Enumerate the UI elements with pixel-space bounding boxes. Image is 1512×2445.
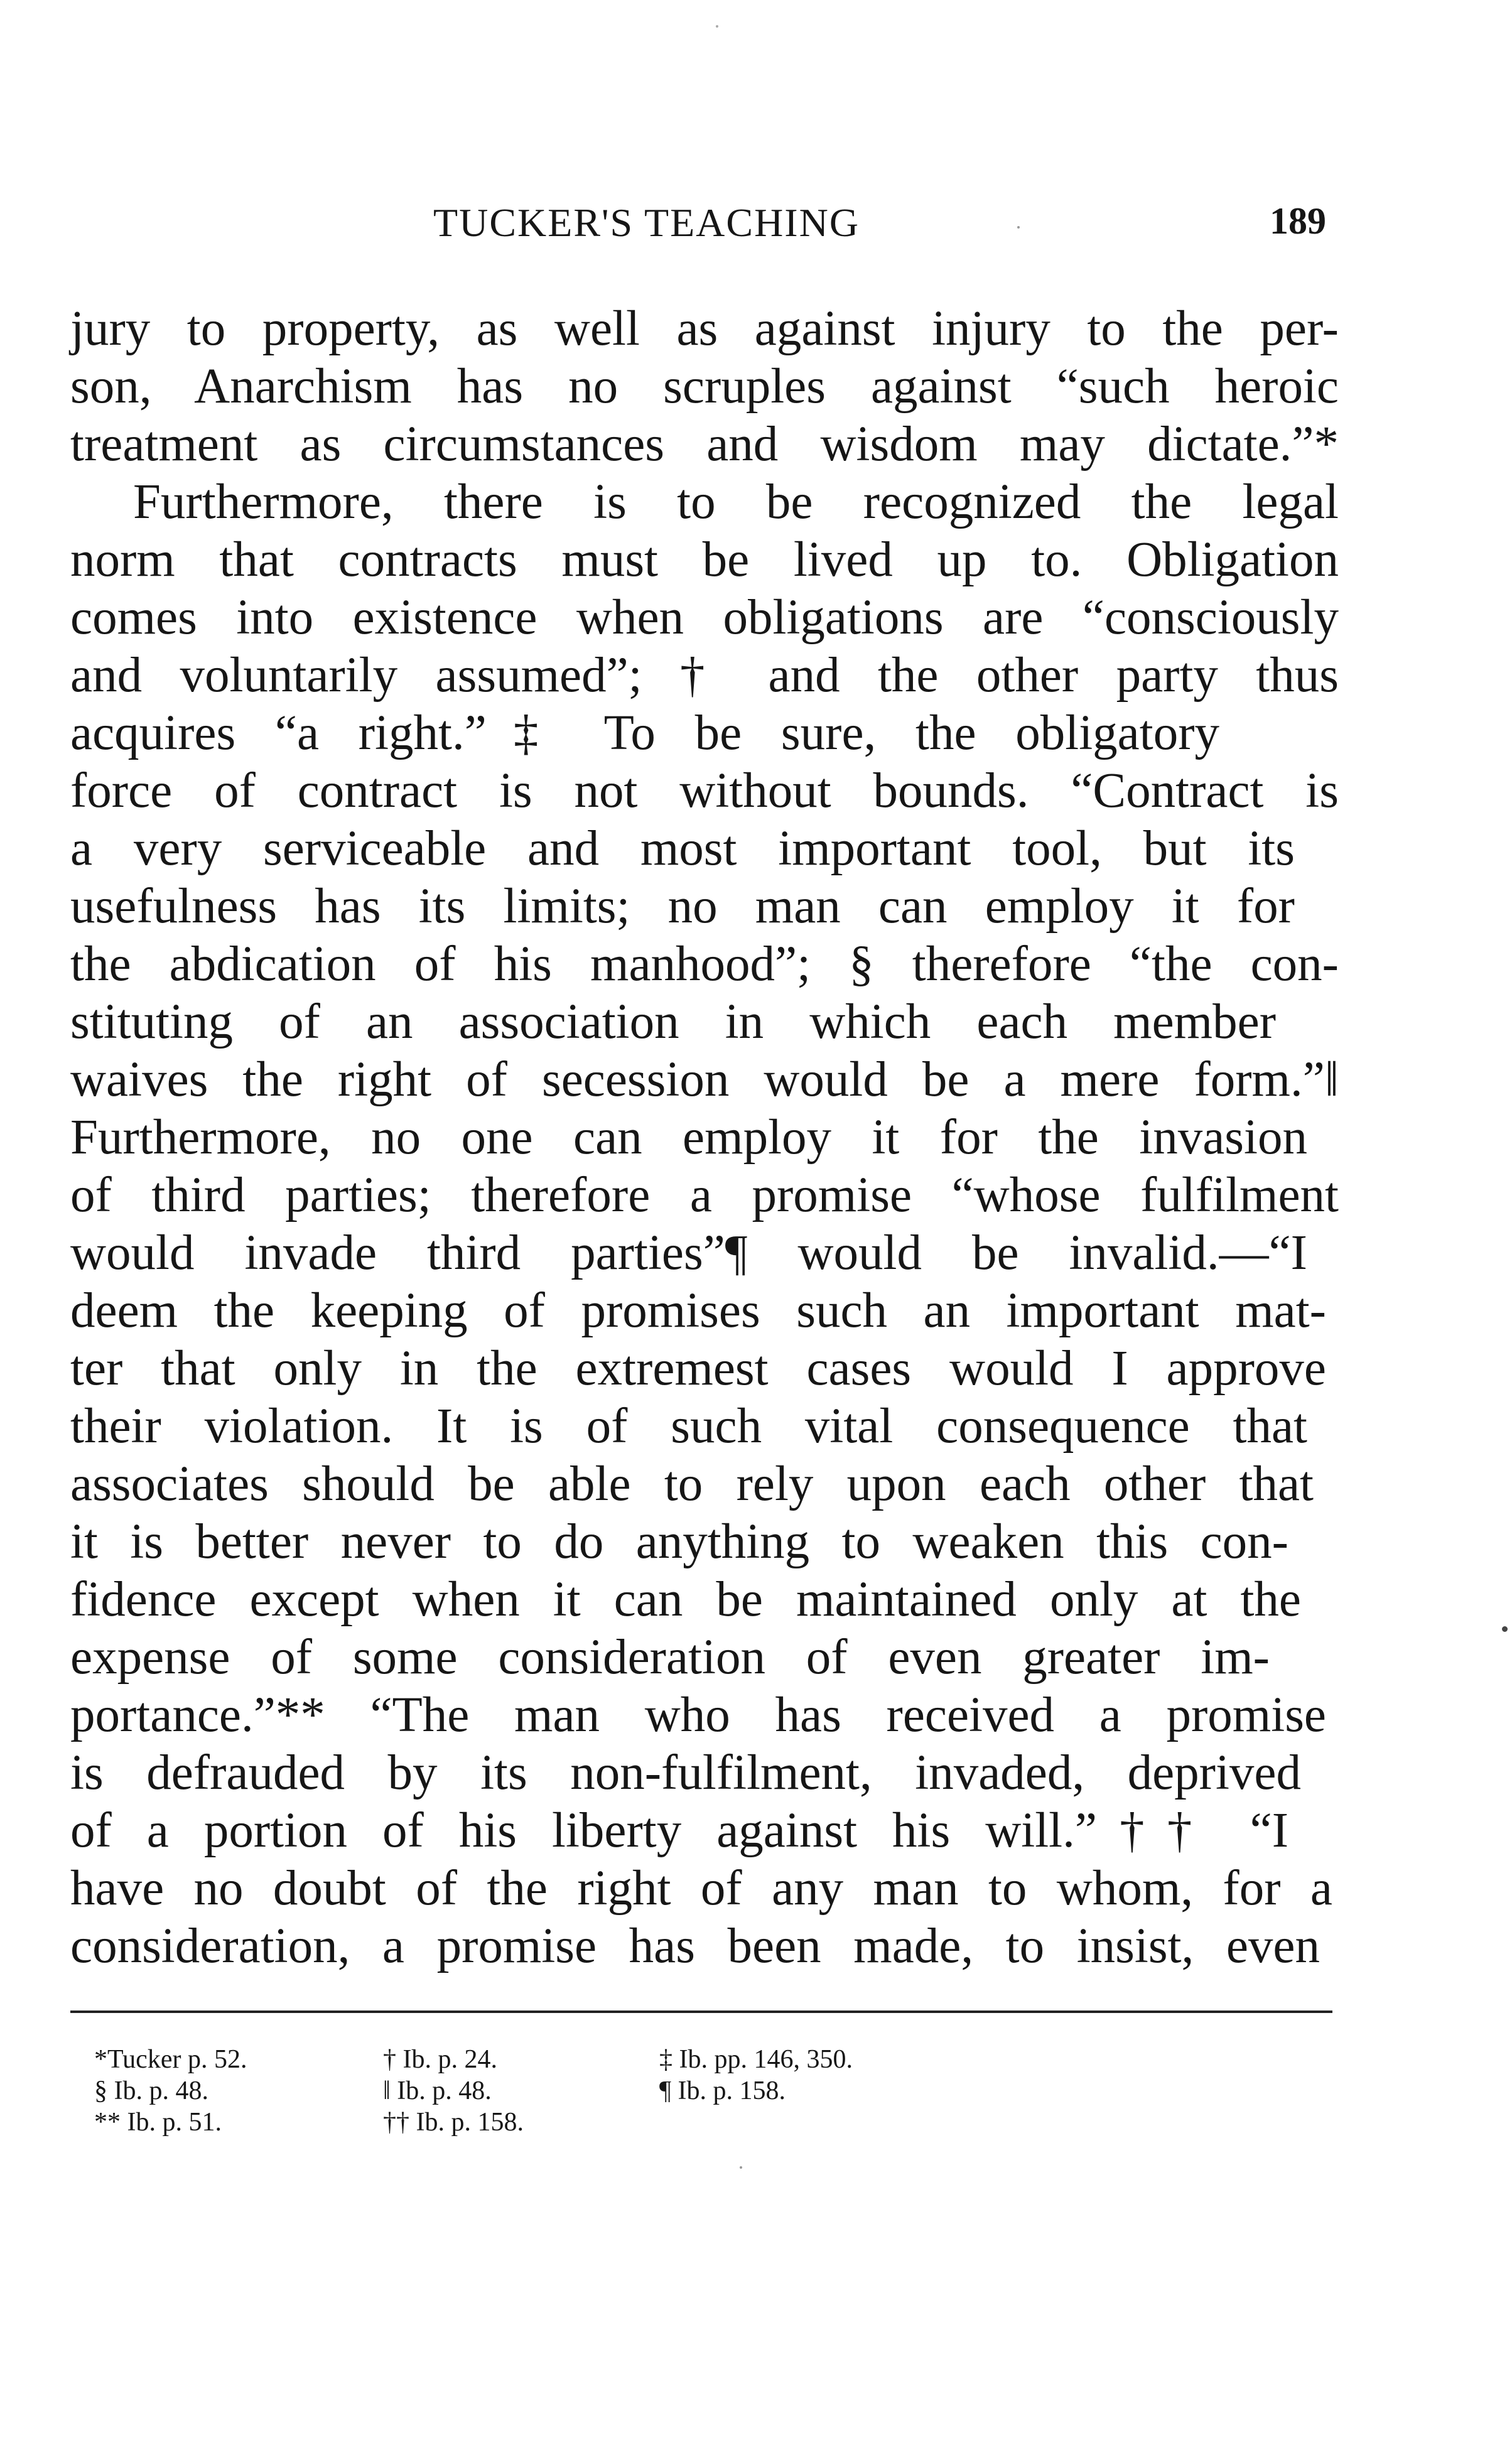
text-line: their violation. It is of such vital consequence that	[70, 1399, 1307, 1454]
footnotes	[94, 2044, 1287, 2138]
text-line: consideration, a promise has been made, to insist, even	[70, 1919, 1320, 1973]
text-line: acquires “a right.”‡ To be sure, the obligatory	[70, 706, 1219, 760]
body-text	[70, 300, 1339, 1975]
footnote-row	[94, 2044, 1287, 2075]
text-line: ter that only in the extremest cases would I approve	[70, 1341, 1326, 1396]
paper-speck	[740, 2166, 742, 2169]
text-line: Furthermore, there is to be recognized the legal	[133, 475, 1339, 529]
text-line: deem the keeping of promises such an important mat-	[70, 1283, 1326, 1338]
page-header	[0, 200, 1512, 256]
footnote: † Ib. p. 24.	[383, 2045, 497, 2074]
footnote-divider	[70, 2011, 1332, 2013]
text-line: norm that contracts must be lived up to. Obligation	[70, 532, 1339, 587]
footnote: § Ib. p. 48.	[94, 2076, 208, 2105]
running-title: TUCKER'S TEACHING	[433, 200, 860, 245]
footnote: ** Ib. p. 51.	[94, 2108, 222, 2137]
footnote: ¶ Ib. p. 158.	[659, 2076, 786, 2105]
footnote-row	[94, 2107, 1287, 2138]
text-line: fidence except when it can be maintained only at the	[70, 1572, 1301, 1627]
text-line: expense of some consideration of even greater im-	[70, 1630, 1270, 1685]
paper-speck	[716, 25, 718, 28]
text-line: stituting of an association in which each member	[70, 995, 1276, 1049]
text-line: portance.”** “The man who has received a promise	[70, 1688, 1326, 1742]
footnote: †† Ib. p. 158.	[383, 2108, 524, 2137]
footnote-row	[94, 2075, 1287, 2107]
text-line: would invade third parties”¶ would be invalid.—“I	[70, 1226, 1307, 1280]
text-line: of a portion of his liberty against his will.”†† “I	[70, 1803, 1288, 1858]
text-line: the abdication of his manhood”; § therefore “the con-	[70, 937, 1339, 991]
footnote: ‡ Ib. pp. 146, 350.	[659, 2045, 853, 2074]
text-line: have no doubt of the right of any man to whom, for a	[70, 1861, 1332, 1916]
text-line: usefulness has its limits; no man can employ it for	[70, 879, 1295, 934]
footnote: ‖ Ib. p. 48.	[383, 2076, 492, 2105]
text-line: jury to property, as well as against injury to the per-	[70, 301, 1339, 356]
text-line: and voluntarily assumed”; † and the other party thus	[70, 648, 1339, 703]
text-line: waives the right of secession would be a mere form.”‖	[70, 1052, 1339, 1107]
text-line: associates should be able to rely upon each other that	[70, 1457, 1314, 1511]
text-line: a very serviceable and most important tool, but its	[70, 821, 1295, 876]
footnote: *Tucker p. 52.	[94, 2045, 247, 2074]
text-line: Furthermore, no one can employ it for the invasion	[70, 1110, 1307, 1165]
text-line: is defrauded by its non-fulfilment, invaded, deprived	[70, 1746, 1301, 1800]
text-line: it is better never to do anything to weaken this con-	[70, 1514, 1288, 1569]
text-line: comes into existence when obligations are “consciously	[70, 590, 1339, 645]
text-line: force of contract is not without bounds. “Contract is	[70, 764, 1339, 818]
paper-speck	[1502, 1626, 1508, 1632]
text-line: of third parties; therefore a promise “whose fulfilment	[70, 1168, 1339, 1222]
text-line: treatment as circumstances and wisdom may dictate.”*	[70, 417, 1339, 472]
text-line: son, Anarchism has no scruples against “such heroic	[70, 359, 1339, 414]
page-number: 189	[1270, 200, 1326, 242]
paper-speck	[1017, 226, 1020, 229]
